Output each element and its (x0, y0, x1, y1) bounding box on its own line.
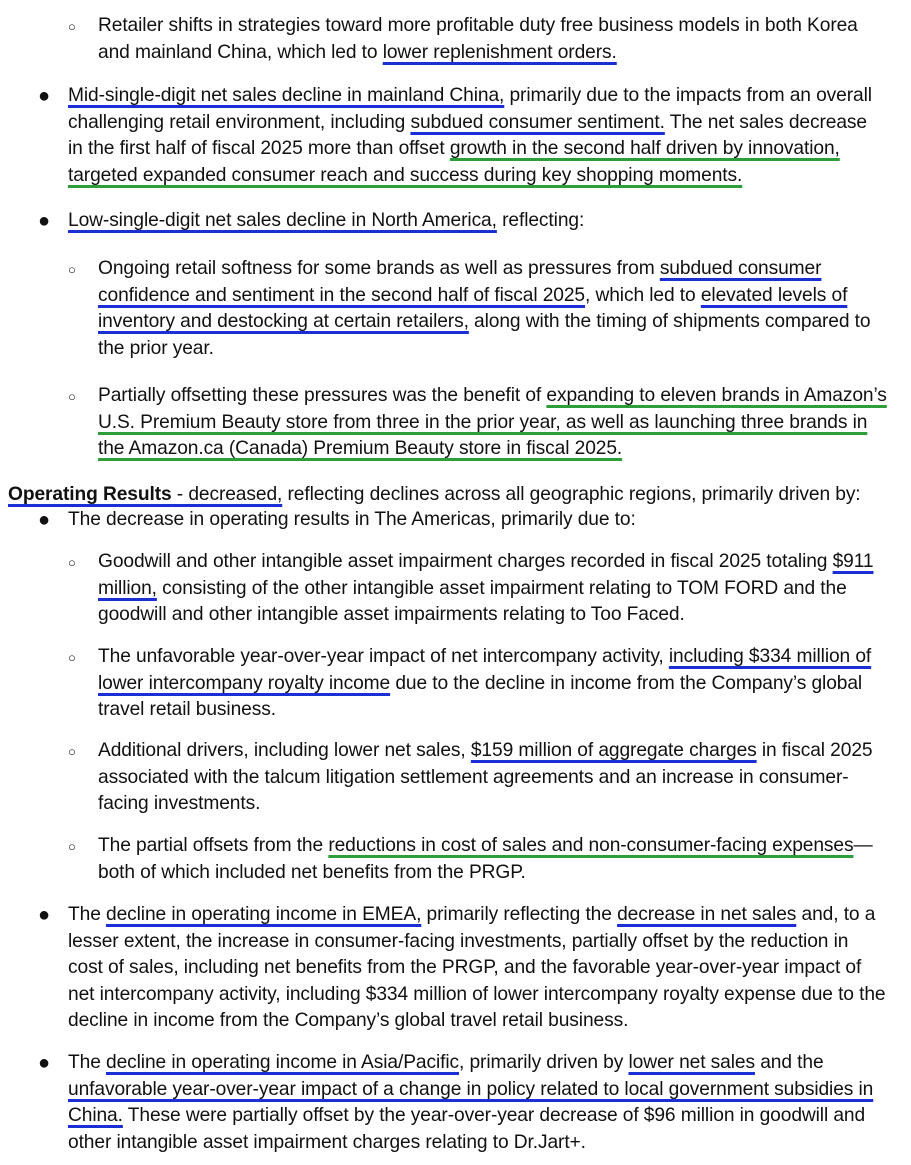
sub-bullet-icon: ○ (68, 19, 76, 34)
paragraph: Partially offsetting these pressures was the benefit of expanding to eleven brands in Amazon’s U.S. Premium Beauty store from three in the prior year, as well as launching three brands in the Amazon.ca (Canada) Premium Beauty store in fiscal 2025. (98, 385, 887, 460)
bullet-icon: ● (38, 509, 51, 531)
sub-bullet-icon: ○ (68, 389, 76, 404)
bullet-icon: ● (38, 1052, 51, 1074)
paragraph: Goodwill and other intangible asset impairment charges recorded in fiscal 2025 totaling $911 million, consisting of the other intangible asset impairment relating to TOM FORD and the goodwill and other intangible asset impairments relating to Too Faced. (98, 551, 874, 626)
paragraph: Additional drivers, including lower net sales, $159 million of aggregate charges in fiscal 2025 associated with the talcum litigation settlement agreements and an increase in consumer-facing investments. (98, 740, 873, 815)
paragraph: Mid-single-digit net sales decline in mainland China, primarily due to the impacts from an overall challenging retail environment, including subdued consumer sentiment. The net sales decrease in the first half of fiscal 2025 more than offset growth in the second half driven by innovation, targeted expanded consumer reach and success during key shopping moments. (68, 85, 872, 186)
paragraph: The decline in operating income in EMEA, primarily reflecting the decrease in net sales and, to a lesser extent, the increase in consumer-facing investments, partially offset by the reduction in cost of sales, including net benefits from the PRGP, and the favorable year-over-year impact of net intercompany activity, including $334 million of lower intercompany royalty expense due to the decline in income from the Company’s global travel retail business. (68, 904, 886, 1032)
sub-bullet-icon: ○ (68, 555, 76, 570)
sub-bullet-icon: ○ (68, 262, 76, 277)
paragraph: Ongoing retail softness for some brands as well as pressures from subdued consumer confidence and sentiment in the second half of fiscal 2025, which led to elevated levels of inventory and destocking at certain retailers, along with the timing of shipments compared to the prior year. (98, 258, 871, 359)
heading-label: Operating Results (8, 484, 172, 505)
paragraph: The unfavorable year-over-year impact of net intercompany activity, including $334 million of lower intercompany royalty income due to the decline in income from the Company’s global travel retail business. (98, 646, 872, 721)
paragraph: Low-single-digit net sales decline in North America, reflecting: (68, 210, 585, 231)
bullet-icon: ● (38, 904, 51, 926)
bullet-icon: ● (38, 210, 51, 232)
bullet-icon: ● (38, 85, 51, 107)
paragraph: Operating Results - decreased, reflecting declines across all geographic regions, primarily driven by: (8, 484, 861, 505)
paragraph: The decline in operating income in Asia/Pacific, primarily driven by lower net sales and the unfavorable year-over-year impact of a change in policy related to local government subsidies in China. These were partially offset by the year-over-year decrease of $96 million in goodwill and other intangible asset impairment charges relating to Dr.Jart+. (68, 1052, 874, 1153)
paragraph: Retailer shifts in strategies toward more profitable duty free business models in both Korea and mainland China, which led to lower replenishment orders. (98, 15, 858, 63)
paragraph: The decrease in operating results in The Americas, primarily due to: (68, 509, 636, 530)
paragraph: The partial offsets from the reductions in cost of sales and non-consumer-facing expenses—both of which included net benefits from the PRGP. (98, 835, 873, 883)
sub-bullet-icon: ○ (68, 744, 76, 759)
sub-bullet-icon: ○ (68, 650, 76, 665)
sub-bullet-icon: ○ (68, 839, 76, 854)
